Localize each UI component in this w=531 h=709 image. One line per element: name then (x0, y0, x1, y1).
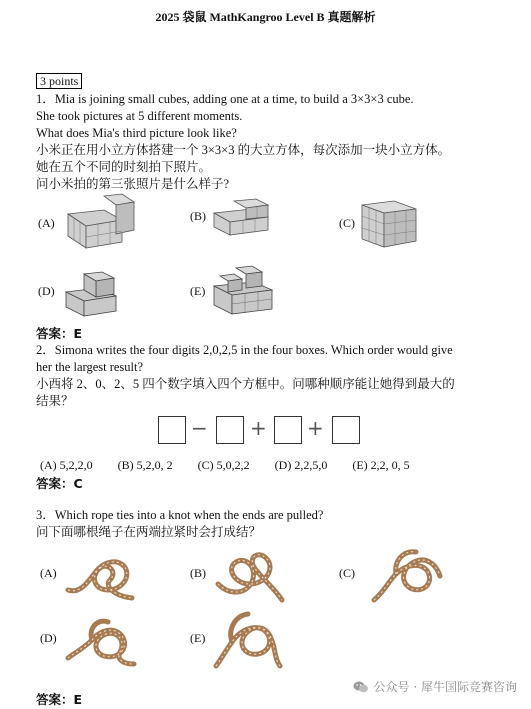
q1-text-zh-2: 她在五个不同的时刻拍下照片。 (36, 160, 212, 174)
q2-option-d: (D) 2,2,5,0 (274, 458, 328, 472)
rope-figure-c (370, 542, 444, 606)
rope-figure-e (212, 606, 284, 670)
operator-3: + (307, 416, 324, 440)
answer-box-1 (158, 416, 186, 444)
points-section-label: 3 points (36, 73, 82, 89)
q1-option-a-label: (A) (38, 216, 55, 230)
q1-text-zh-3: 问小米拍的第三张照片是什么样子? (36, 177, 230, 191)
watermark-text: 公众号 · 犀牛国际竞赛咨询 (373, 680, 517, 694)
q2-text-en-2: her the largest result? (36, 360, 144, 374)
q2-option-c: (C) 5,0,2,2 (197, 458, 250, 472)
rope-figure-a (64, 546, 136, 604)
q3-option-e-label: (E) (190, 631, 206, 645)
q1-text-en-3: What does Mia's third picture look like? (36, 126, 237, 140)
page-title: 2025 袋鼠 MathKangroo Level B 真题解析 (155, 10, 376, 24)
q2-option-a: (A) 5,2,2,0 (40, 458, 93, 472)
cube-figure-a (64, 190, 139, 252)
watermark (353, 678, 517, 695)
q1-text-en-2: She took pictures at 5 different moments. (36, 109, 243, 123)
cube-figure-c (360, 195, 420, 251)
q1-option-b-label: (B) (190, 209, 206, 223)
cube-figure-d (64, 266, 126, 318)
q2-option-e: (E) 2,2, 0, 5 (352, 458, 410, 472)
q3-answer: 答案：E (36, 692, 83, 707)
q1-answer: 答案：E (36, 326, 83, 341)
answer-box-3 (274, 416, 302, 444)
q3-option-c-label: (C) (339, 566, 355, 580)
rope-figure-b (212, 544, 286, 606)
q1-option-e-label: (E) (190, 284, 206, 298)
q3-option-b-label: (B) (190, 566, 206, 580)
q2-option-b: (B) 5,2,0, 2 (117, 458, 173, 472)
wechat-icon (353, 680, 369, 694)
q1-text-en-1: 1．Mia is joining small cubes, adding one at a time, to build a 3×3×3 cube. (36, 92, 414, 106)
q2-text-zh-1: 小西将 2、0、2、5 四个数字填入四个方框中。问哪种顺序能让她得到最大的 (36, 377, 455, 391)
q1-option-d-label: (D) (38, 284, 55, 298)
q2-text-zh-2: 结果？ (36, 394, 74, 408)
q3-option-d-label: (D) (40, 631, 57, 645)
q3-option-a-label: (A) (40, 566, 57, 580)
q2-options (40, 458, 432, 473)
operator-2: + (250, 416, 267, 440)
q2-answer: 答案：C (36, 476, 83, 491)
q2-text-en-1: 2．Simona writes the four digits 2,0,2,5 in the four boxes. Which order would give (36, 343, 453, 357)
cube-figure-b (212, 197, 284, 239)
answer-box-2 (216, 416, 244, 444)
rope-figure-d (64, 608, 136, 670)
operator-1: − (191, 416, 208, 440)
q1-text-zh-1: 小米正在用小立方体搭建一个 3×3×3 的大立方体，每次添加一块小立方体。 (36, 143, 451, 157)
answer-box-4 (332, 416, 360, 444)
q1-option-c-label: (C) (339, 216, 355, 230)
cube-figure-e (212, 262, 282, 318)
q3-text-en-1: 3．Which rope ties into a knot when the ends are pulled? (36, 508, 324, 522)
q3-text-zh-1: 问下面哪根绳子在两端拉紧时会打成结？ (36, 525, 262, 539)
